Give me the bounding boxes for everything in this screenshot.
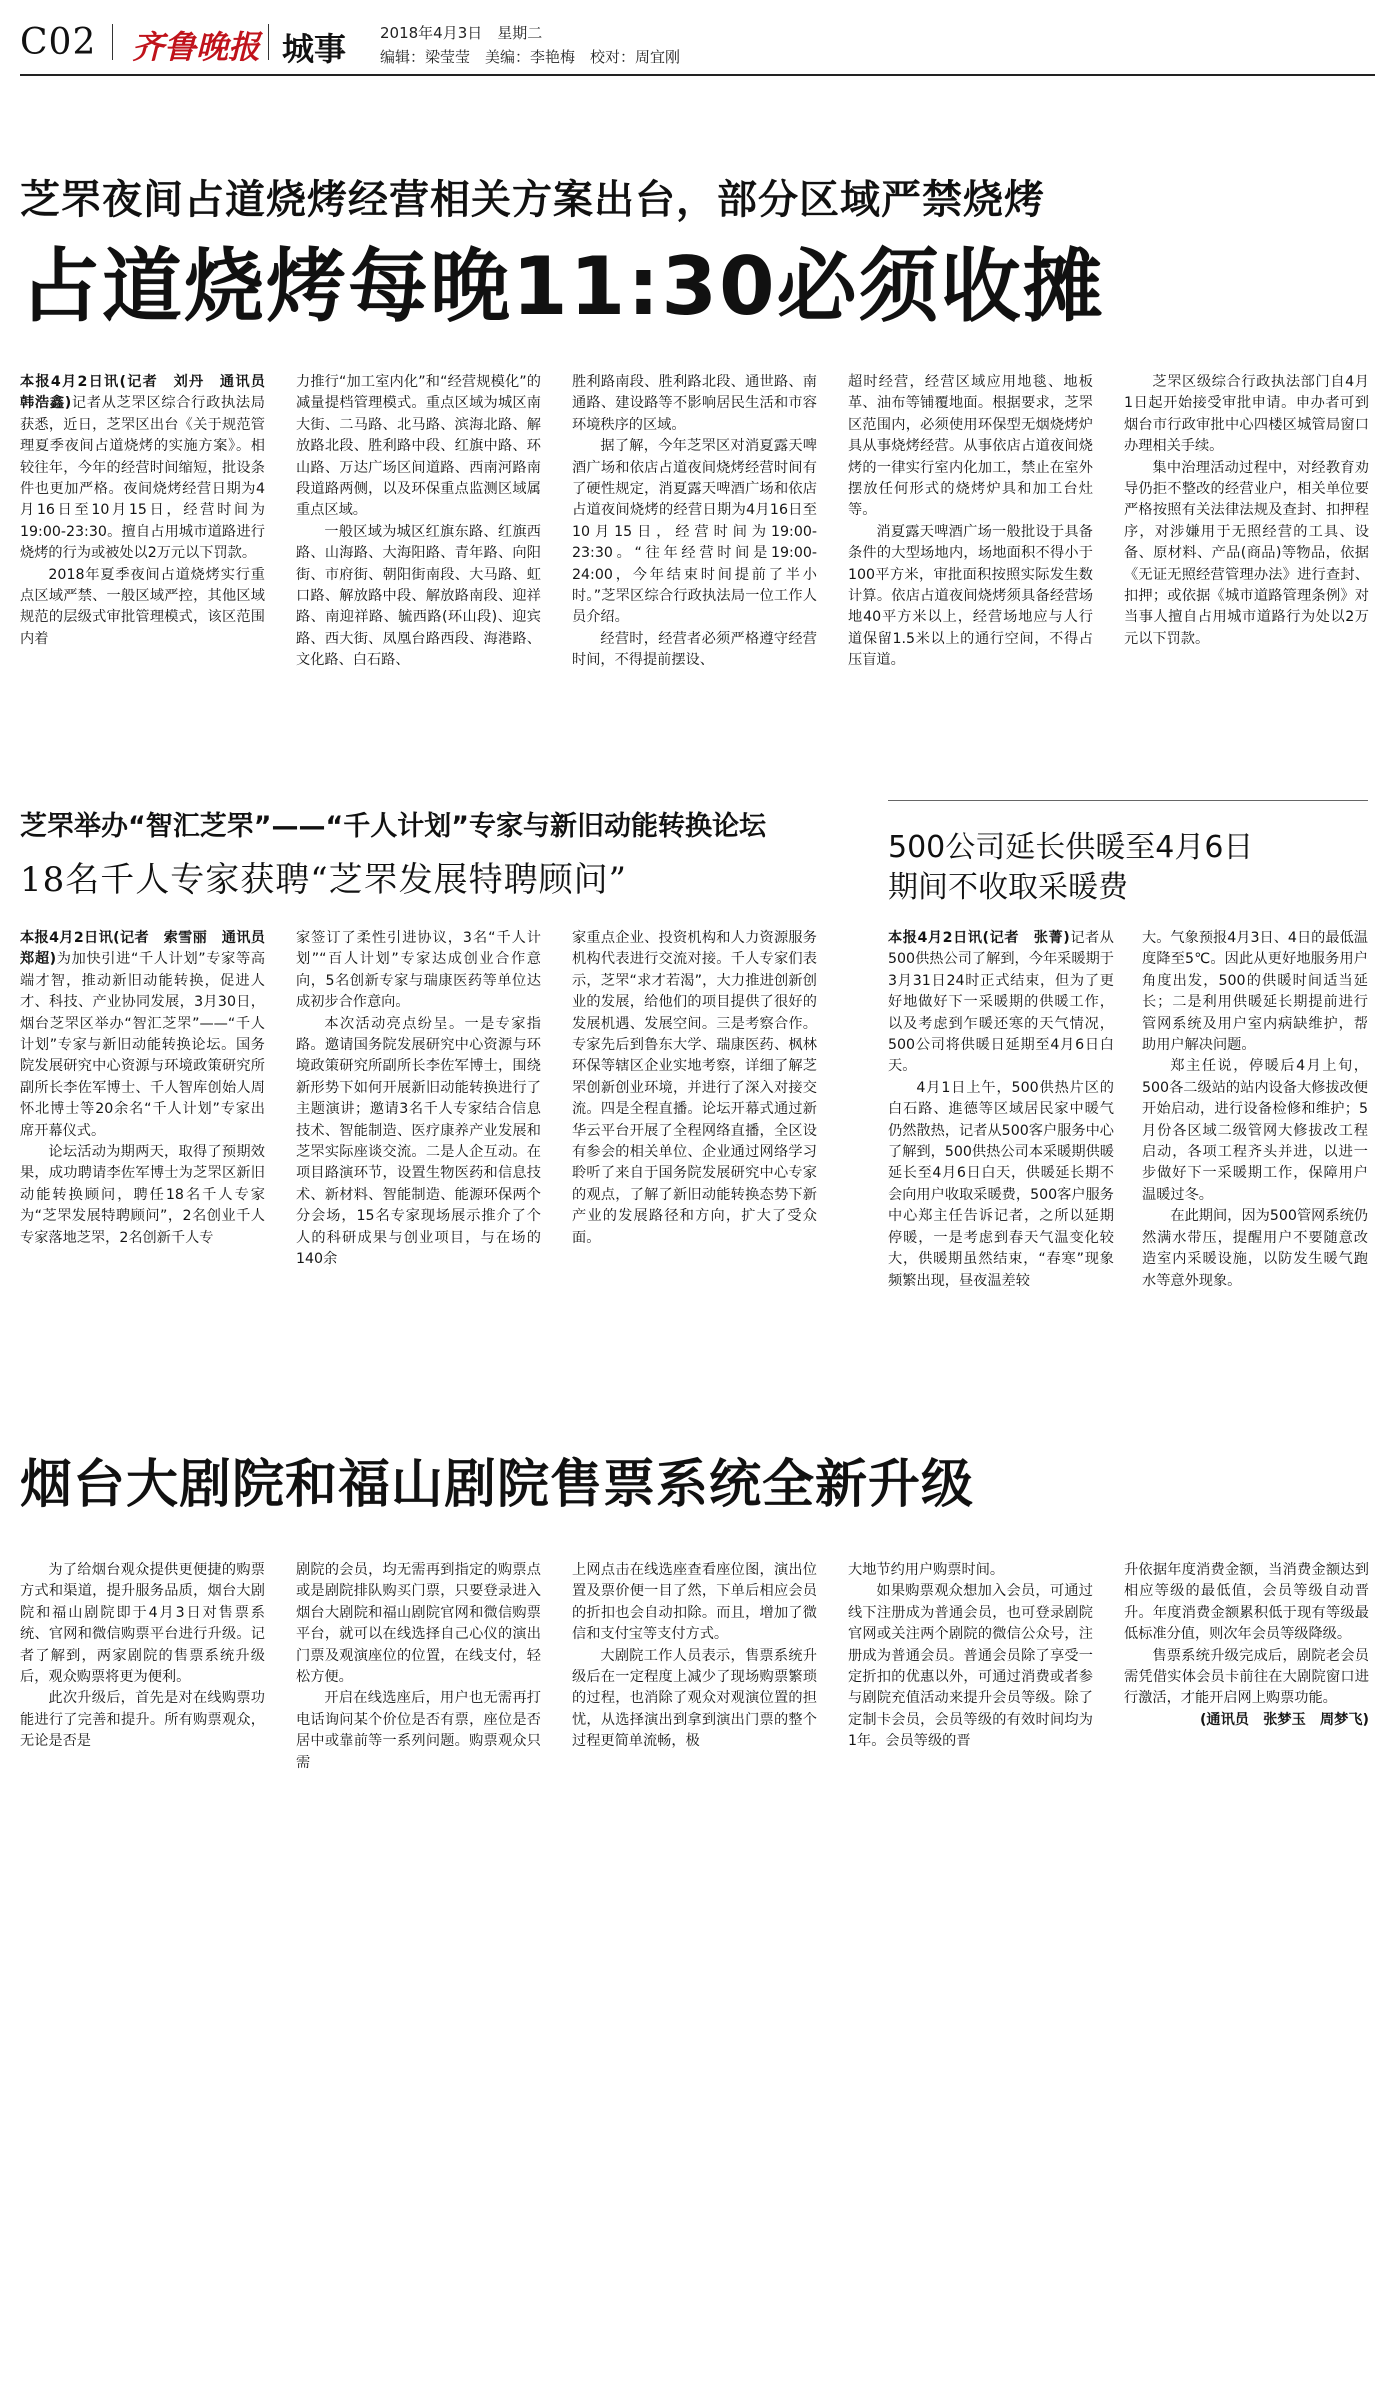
header-divider — [112, 24, 113, 60]
newspaper-logo: 齐鲁晚报 — [132, 28, 261, 66]
article1-byline: 本报4月2日讯(记者 刘丹 通讯员 韩浩鑫) — [20, 374, 280, 412]
paragraph: 郑主任说，停暖后4月上旬，500各二级站的站内设备大修拔改便开始启动，进行设备检修和维护；5月份各区域二级管网大修拔改工程启动，各项工程齐头并进，以进一步做好下一采暖期工作，保障用户温暖过冬。 — [1142, 1058, 1368, 1203]
paragraph: 记者从芝罘区综合行政执法局获悉，近日，芝罘区出台《关于规范管理夏季夜间占道烧烤的实施方案》。相较往年，今年的经营时间缩短，批设条件也更加严格。夜间烧烤经营日期为4月16日至10月15日，经营时间为19:00-23:30。擅自占用城市道路进行烧烤的行为或被处以2万元以下罚款。 — [20, 395, 265, 562]
paragraph: 为了给烟台观众提供更便捷的购票方式和渠道，提升服务品质，烟台大剧院和福山剧院即于4月3日对售票系统、官网和微信购票平台进行升级。记者了解到，两家剧院的售票系统升级后，观众购票将更为便利。 — [20, 1562, 265, 1686]
article1-column-5 — [1124, 372, 1369, 650]
article2-column-2 — [296, 928, 541, 1271]
paragraph: 经营时，经营者必须严格遵守经营时间，不得提前摆设、 — [572, 630, 817, 669]
article4-column-3 — [572, 1560, 817, 1753]
paragraph: 如果购票观众想加入会员，可通过线下注册成为普通会员，也可登录剧院官网或关注两个剧院的微信公众号，注册成为普通会员。普通会员除了享受一定折扣的优惠以外，可通过消费或者参与剧院充值活动来提升会员等级。除了定制卡会员，会员等级的有效时间均为1年。会员等级的晋 — [848, 1583, 1093, 1750]
article3-byline: 本报4月2日讯(记者 张菁) — [888, 930, 1070, 946]
article3-column-1 — [888, 928, 1114, 1292]
issue-date: 2018年4月3日 星期二 — [380, 24, 543, 42]
paragraph: 升依据年度消费金额，当消费金额达到相应等级的最低值，会员等级自动晋升。年度消费金额累积低于现有等级最低标准分值，则次年会员等级降级。 — [1124, 1562, 1369, 1643]
article2-byline: 本报4月2日讯(记者 索雪丽 通讯员 郑超) — [20, 930, 280, 968]
article4-title: 烟台大剧院和福山剧院售票系统全新升级 — [20, 1455, 975, 1515]
article2-subtitle: 芝罘举办“智汇芝罘”——“千人计划”专家与新旧动能转换论坛 — [20, 811, 766, 842]
article1-subtitle: 芝罘夜间占道烧烤经营相关方案出台，部分区域严禁烧烤 — [20, 177, 1045, 223]
section-name: 城事 — [282, 30, 347, 68]
article1-column-2 — [296, 372, 541, 672]
article2-column-1 — [20, 928, 280, 1249]
paragraph: 记者从500供热公司了解到，今年采暖期于3月31日24时正式结束，但为了更好地做好下一采暖期的供暖工作，以及考虑到乍暖还寒的天气情况，500公司将供暖日延期至4月6日白天。 — [888, 930, 1114, 1075]
article3-title — [888, 828, 1368, 908]
paragraph: 在此期间，因为500管网系统仍然满水带压，提醒用户不要随意改造室内采暖设施，以防发生暖气跑水等意外现象。 — [1142, 1208, 1368, 1289]
article3-top-rule — [888, 800, 1368, 801]
paragraph: 此次升级后，首先是对在线购票功能进行了完善和提升。所有购票观众，无论是否是 — [20, 1690, 265, 1750]
article1-column-3 — [572, 372, 817, 672]
article2-column-3 — [572, 928, 817, 1249]
paragraph: 芝罘区级综合行政执法部门自4月1日起开始接受审批申请。申办者可到烟台市行政审批中心四楼区城管局窗口办理相关手续。 — [1124, 374, 1369, 455]
header-rule — [20, 74, 1375, 76]
paragraph: 论坛活动为期两天，取得了预期效果，成功聘请李佐军博士为芝罘区新旧动能转换顾问，聘任18名千人专家为“芝罘发展特聘顾问”，2名创业千人专家落地芝罘，2名创新千人专 — [20, 1144, 265, 1246]
paragraph: 本次活动亮点纷呈。一是专家指路。邀请国务院发展研究中心资源与环境政策研究所副所长李佐军博士，围绕新形势下如何开展新旧动能转换进行了主题演讲；邀请3名千人专家结合信息技术、智能制造、医疗康养产业发展和芝罘实际座谈交流。二是人企互动。在项目路演环节，设置生物医药和信息技术、新材料、智能制造、能源环保两个分会场，15名专家现场展示推介了个人的科研成果与创业项目，与在场的140余 — [296, 1015, 541, 1268]
editor-credits: 编辑：梁莹莹 美编：李艳梅 校对：周宜刚 — [380, 48, 681, 66]
article4-column-1 — [20, 1560, 265, 1753]
paragraph: 消夏露天啤酒广场一般批设于具备条件的大型场地内，场地面积不得小于100平方米，审批面积按照实际发生数计算。依店占道夜间烧烤须具备经营场地40平方米以上，经营场地应与人行道保留1.5米以上的通行空间，不得占压盲道。 — [848, 523, 1093, 669]
paragraph: 上网点击在线选座查看座位图，演出位置及票价便一目了然，下单后相应会员的折扣也会自动扣除。而且，增加了微信和支付宝等支付方式。 — [572, 1562, 817, 1643]
paragraph: 大剧院工作人员表示，售票系统升级后在一定程度上减少了现场购票繁琐的过程，也消除了观众对观演位置的担忧，从选择演出到拿到演出门票的整个过程更简单流畅，极 — [572, 1647, 817, 1750]
paragraph: 开启在线选座后，用户也无需再打电话询问某个价位是否有票，座位是否居中或靠前等一系列问题。购票观众只需 — [296, 1690, 541, 1771]
paragraph: 2018年夏季夜间占道烧烤实行重点区域严禁、一般区域严控，其他区域规范的层级式审批管理模式，该区范围内着 — [20, 566, 265, 647]
article4-column-2 — [296, 1560, 541, 1774]
article4-column-5 — [1124, 1560, 1369, 1731]
header-divider — [268, 24, 269, 60]
paragraph: 集中治理活动过程中，对经教育劝导仍拒不整改的经营业户，相关单位要严格按照有关法律法规及查封、扣押程序，对涉嫌用于无照经营的工具、设备、原材料、产品(商品)等物品，依据《无证无照经营管理办法》进行查封、扣押；或依据《城市道路管理条例》对当事人擅自占用城市道路行为处以2万元以下罚款。 — [1124, 459, 1369, 647]
article3-column-2 — [1142, 928, 1368, 1292]
paragraph: 力推行“加工室内化”和“经营规模化”的减量提档管理模式。重点区域为城区南大街、二马路、北马路、滨海北路、解放路北段、胜利路中段、红旗中路、环山路、万达广场区间道路、西南河路南段道路两侧，以及环保重点监测区域属重点区域。 — [296, 374, 541, 519]
article1-column-1 — [20, 372, 280, 650]
paragraph: 家重点企业、投资机构和人力资源服务机构代表进行交流对接。千人专家们表示，芝罘“求才若渴”，大力推进创新创业的发展，给他们的项目提供了很好的发展机遇、发展空间。三是考察合作。专家先后到鲁东大学、瑞康医药、枫林环保等辖区企业实地考察，详细了解芝罘创新创业环境，并进行了深入对接交流。四是全程直播。论坛开幕式通过新华云平台开展了全程网络直播，全区设有参会的相关单位、企业通过网络学习聆听了来自于国务院发展研究中心专家的观点，了解了新旧动能转换态势下新产业的发展路径和方向，扩大了受众面。 — [572, 930, 817, 1246]
article4-credit: (通讯员 张梦玉 周梦飞) — [1199, 1711, 1369, 1728]
paragraph: 胜利路南段、胜利路北段、通世路、南通路、建设路等不影响居民生活和市容环境秩序的区域。 — [572, 374, 817, 433]
paragraph: 大。气象预报4月3日、4日的最低温度降至5℃。因此从更好地服务用户角度出发，500的供暖时间适当延长；二是利用供暖延长期提前进行管网系统及用户室内病缺维护，帮助用户解决问题。 — [1142, 930, 1368, 1054]
article2-title: 18名千人专家获聘“芝罘发展特聘顾问” — [20, 860, 628, 900]
paragraph: 一般区域为城区红旗东路、红旗西路、山海路、大海阳路、青年路、向阳街、市府街、朝阳街南段、大马路、虹口路、解放路中段、解放路南段、迎祥路、南迎祥路、毓西路(环山段)、迎宾路、西大街、凤凰台路西段、海港路、文化路、白石路、 — [296, 523, 541, 669]
article3-title-line-1: 500公司延长供暖至4月6日 — [888, 830, 1254, 865]
article1-title: 占道烧烤每晚11:30必须收摊 — [20, 240, 1105, 333]
paragraph: 家签订了柔性引进协议，3名“千人计划”“百人计划”专家达成创业合作意向，5名创新专家与瑞康医药等单位达成初步合作意向。 — [296, 930, 541, 1011]
page-number: C02 — [20, 22, 97, 63]
paragraph: 超时经营，经营区域应用地毯、地板革、油布等铺覆地面。根据要求，芝罘区范围内，必须使用环保型无烟烧烤炉具从事烧烤经营。从事依店占道夜间烧烤的一律实行室内化加工，禁止在室外摆放任何形式的烧烤炉具和加工台灶等。 — [848, 374, 1093, 519]
article3-title-line-2: 期间不收取采暖费 — [888, 870, 1128, 905]
paragraph: 大地节约用户购票时间。 — [848, 1562, 1005, 1578]
paragraph: 为加快引进“千人计划”专家等高端才智，推动新旧动能转换，促进人才、科技、产业协同发展，3月30日，烟台芝罘区举办“智汇芝罘”——“千人计划”专家与新旧动能转换论坛。国务院发展研究中心资源与环境政策研究所副所长李佐军博士、千人智库创始人周怀北博士等20余名“千人计划”专家出席开幕仪式。 — [20, 951, 266, 1139]
paragraph: 售票系统升级完成后，剧院老会员需凭借实体会员卡前往在大剧院窗口进行激活，才能开启网上购票功能。 — [1124, 1647, 1369, 1707]
article1-column-4 — [848, 372, 1093, 672]
paragraph: 剧院的会员，均无需再到指定的购票点或是剧院排队购买门票，只要登录进入烟台大剧院和福山剧院官网和微信购票平台，就可以在线选择自己心仪的演出门票及观演座位的位置，在线支付，轻松方便。 — [296, 1562, 541, 1686]
article4-column-4 — [848, 1560, 1093, 1753]
paragraph: 据了解，今年芝罘区对消夏露天啤酒广场和依店占道夜间烧烤经营时间有了硬性规定，消夏露天啤酒广场和依店占道夜间烧烤的经营日期为4月16日至10月15日，经营时间为19:00-23:30。“往年经营时间是19:00-24:00，今年结束时间提前了半小时。”芝罘区综合行政执法局一位工作人员介绍。 — [572, 438, 817, 626]
paragraph: 4月1日上午，500供热片区的白石路、進德等区域居民家中暖气仍然散热，记者从500客户服务中心了解到，500供热公司本采暖期供暖延长至4月6日白天，供暖延长期不会向用户收取采暖费，500客户服务中心郑主任告诉记者，之所以延期停暖，一是考虑到春天气温变化较大，供暖期虽然结束，“春寒”现象频繁出现，昼夜温差较 — [888, 1079, 1114, 1289]
